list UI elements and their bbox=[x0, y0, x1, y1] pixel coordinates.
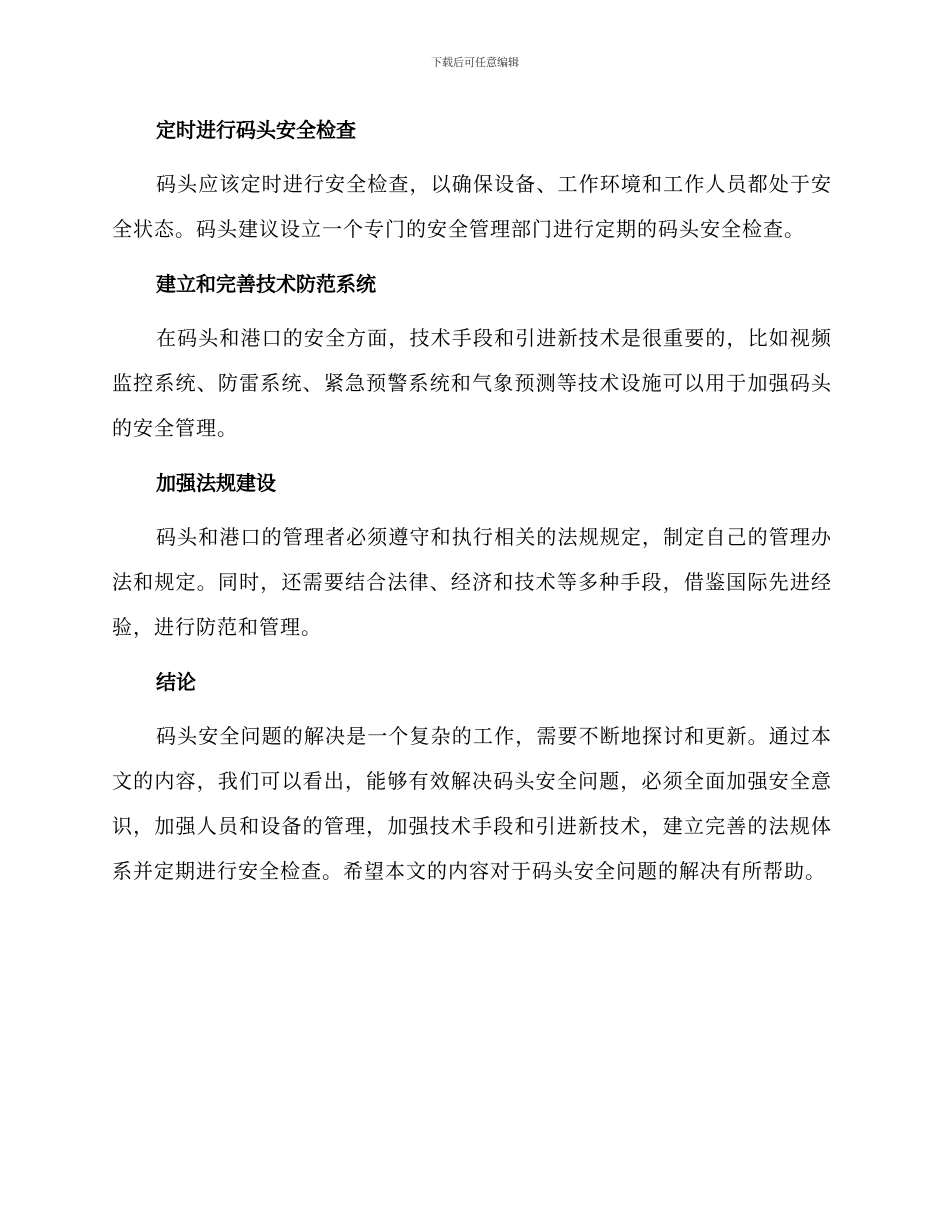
section-technical-prevention bbox=[112, 264, 832, 451]
section-heading: 建立和完善技术防范系统 bbox=[156, 272, 376, 296]
section-safety-inspection bbox=[112, 110, 832, 252]
section-paragraph: 码头应该定时进行安全检查，以确保设备、工作环境和工作人员都处于安全状态。码头建议设立一个专门的安全管理部门进行定期的码头安全检查。 bbox=[112, 172, 832, 241]
section-heading: 加强法规建设 bbox=[156, 471, 276, 495]
section-paragraph: 码头和港口的管理者必须遵守和执行相关的法规规定，制定自己的管理办法和规定。同时，还需要结合法律、经济和技术等多种手段，借鉴国际先进经验，进行防范和管理。 bbox=[112, 525, 832, 639]
section-regulations bbox=[112, 463, 832, 650]
section-paragraph: 在码头和港口的安全方面，技术手段和引进新技术是很重要的，比如视频监控系统、防雷系统、紧急预警系统和气象预测等技术设施可以用于加强码头的安全管理。 bbox=[112, 326, 832, 440]
section-paragraph: 码头安全问题的解决是一个复杂的工作，需要不断地探讨和更新。通过本文的内容，我们可以看出，能够有效解决码头安全问题，必须全面加强安全意识，加强人员和设备的管理，加强技术手段和引进新技术，建立完善的法规体系并定期进行安全检查。希望本文的内容对于码头安全问题的解决有所帮助。 bbox=[112, 724, 832, 883]
page-header: 下载后可任意编辑 bbox=[431, 56, 519, 69]
document-body bbox=[112, 110, 832, 906]
section-heading: 结论 bbox=[156, 670, 196, 694]
section-conclusion bbox=[112, 662, 832, 894]
section-heading: 定时进行码头安全检查 bbox=[156, 118, 356, 142]
